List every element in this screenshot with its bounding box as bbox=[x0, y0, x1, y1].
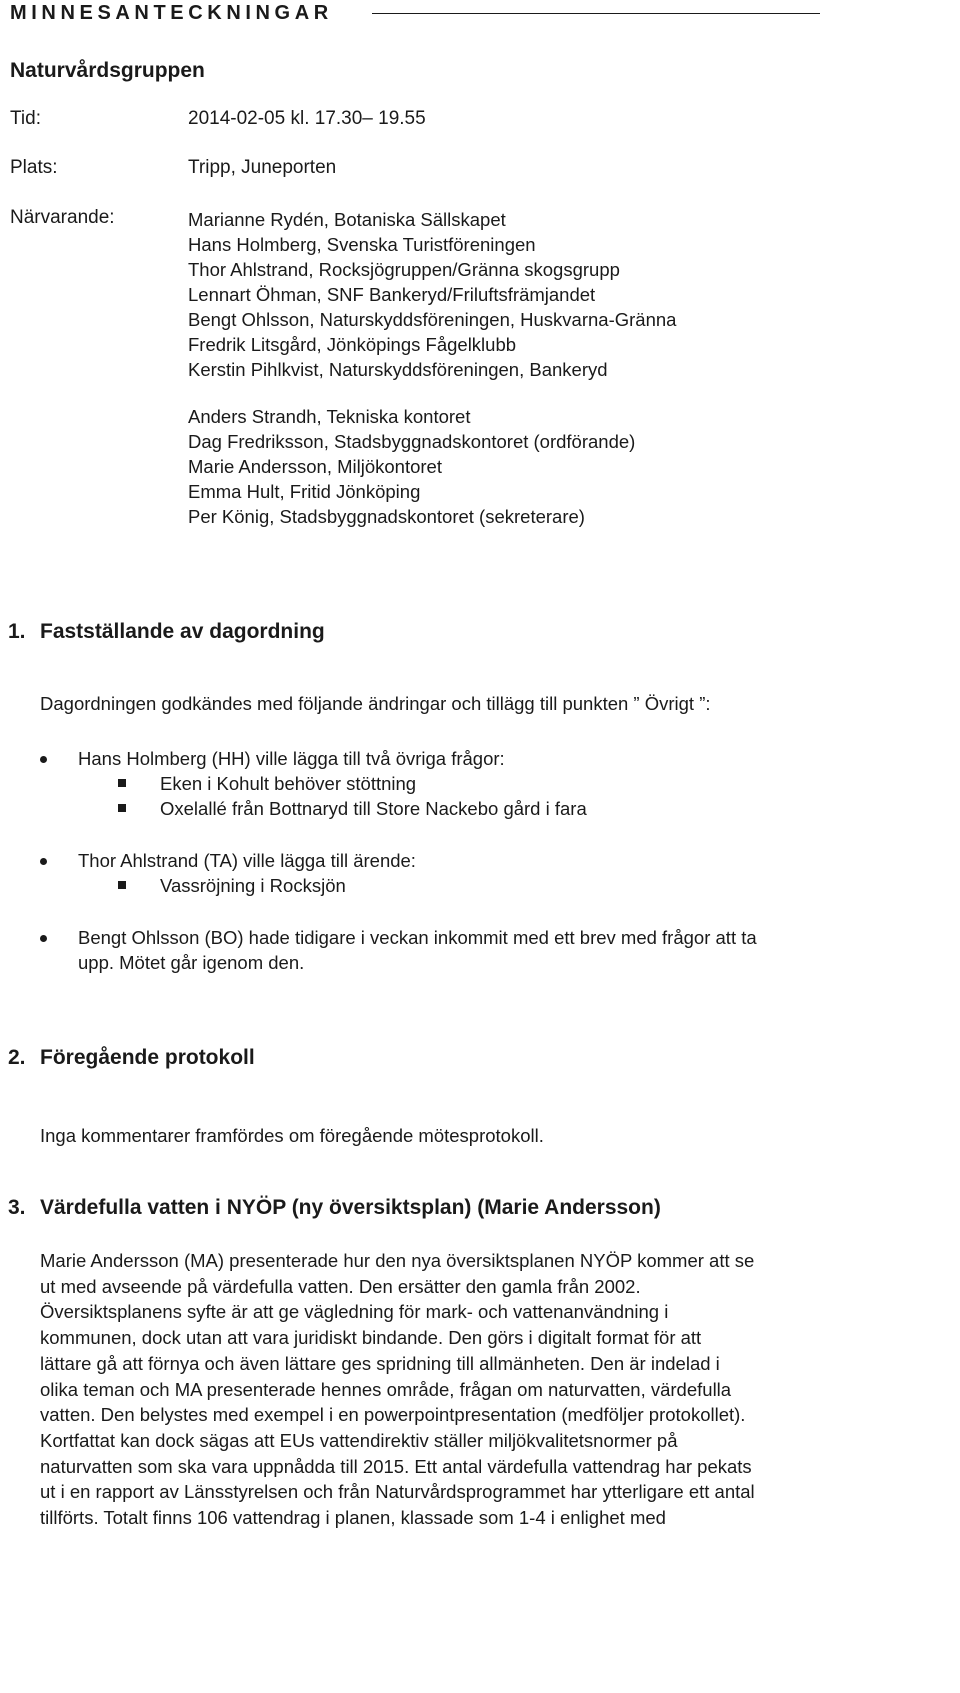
sub-item bbox=[40, 873, 920, 898]
sub-item bbox=[40, 796, 920, 821]
paragraph-line: ut med avseende på värdefulla vatten. Den ersätter den gamla från 2002. bbox=[40, 1275, 641, 1297]
attendee: Fredrik Litsgård, Jönköpings Fågelklubb bbox=[188, 334, 517, 355]
present-label: Närvarande: bbox=[10, 207, 115, 228]
sub-item-text: Vassröjning i Rocksjön bbox=[160, 875, 346, 896]
group-name: Naturvårdsgruppen bbox=[10, 59, 205, 82]
square-bullet-icon bbox=[118, 804, 126, 812]
attendee: Marianne Rydén, Botaniska Sällskapet bbox=[188, 209, 506, 230]
section-title: Föregående protokoll bbox=[40, 1046, 255, 1069]
paragraph-line: vatten. Den belystes med exempel i en powerpointpresentation (medföljer protokollet). bbox=[40, 1404, 746, 1426]
list-item-text: Hans Holmberg (HH) ville lägga till två övriga frågor: bbox=[78, 748, 505, 769]
attendee: Anders Strandh, Tekniska kontoret bbox=[188, 406, 471, 427]
square-bullet-icon bbox=[118, 881, 126, 889]
section-3-body bbox=[40, 1248, 912, 1531]
section-number: 2. bbox=[8, 1046, 26, 1069]
title-rule bbox=[372, 13, 820, 14]
section-3-heading bbox=[8, 1196, 661, 1220]
paragraph-line: Översiktsplanens syfte är att ge vägledning för mark- och vattenanvändning i bbox=[40, 1301, 669, 1323]
paragraph-line: kommunen, dock utan att vara juridiskt bindande. Den görs i digitalt format för att bbox=[40, 1327, 702, 1349]
paragraph-line: Marie Andersson (MA) presenterade hur den nya översiktsplanen NYÖP kommer att se bbox=[40, 1250, 755, 1271]
time-value: 2014-02-05 kl. 17.30– 19.55 bbox=[188, 108, 426, 129]
list-item bbox=[40, 848, 920, 873]
time-label: Tid: bbox=[10, 108, 41, 129]
paragraph-line: lättare gå att förnya och även lättare ges spridning till allmänheten. Den är indelad i bbox=[40, 1352, 720, 1374]
attendee: Bengt Ohlsson, Naturskyddsföreningen, Huskvarna-Gränna bbox=[188, 309, 677, 330]
sub-item-text: Oxelallé från Bottnaryd till Store Nackebo gård i fara bbox=[160, 798, 587, 819]
bullet-icon bbox=[40, 858, 47, 865]
square-bullet-icon bbox=[118, 779, 126, 787]
attendee: Dag Fredriksson, Stadsbyggnadskontoret (ordförande) bbox=[188, 431, 636, 452]
section-1-intro: Dagordningen godkändes med följande ändringar och tillägg till punkten ” Övrigt ”: bbox=[40, 693, 711, 714]
paragraph-line: tillförts. Totalt finns 106 vattendrag i planen, klassade som 1-4 i enlighet med bbox=[40, 1507, 666, 1529]
attendee: Hans Holmberg, Svenska Turistföreningen bbox=[188, 234, 536, 255]
attendee: Emma Hult, Fritid Jönköping bbox=[188, 481, 421, 502]
section-title: Värdefulla vatten i NYÖP (ny översiktsplan) (Marie Andersson) bbox=[40, 1196, 661, 1219]
agenda-changes-list bbox=[40, 746, 920, 975]
paragraph-line: ut i en rapport av Länsstyrelsen och från Naturvårdsprogrammet har ytterligare ett antal bbox=[40, 1481, 755, 1503]
list-item bbox=[40, 746, 920, 771]
list-item-continuation bbox=[40, 950, 920, 975]
section-1-heading bbox=[8, 620, 325, 644]
attendee: Kerstin Pihlkvist, Naturskyddsföreningen, Bankeryd bbox=[188, 359, 608, 380]
section-title: Fastställande av dagordning bbox=[40, 620, 325, 643]
place-label: Plats: bbox=[10, 157, 58, 178]
paragraph-line: naturvatten som ska vara uppnådda till 2015. Ett antal värdefulla vattendrag har pekats bbox=[40, 1455, 752, 1477]
list-item-text: upp. Mötet går igenom den. bbox=[78, 952, 305, 973]
sub-item-text: Eken i Kohult behöver stöttning bbox=[160, 773, 417, 794]
list-item-text: Thor Ahlstrand (TA) ville lägga till ärende: bbox=[78, 850, 416, 871]
list-item-text: Bengt Ohlsson (BO) hade tidigare i veckan inkommit med ett brev med frågor att ta bbox=[78, 927, 757, 948]
paragraph-line: Kortfattat kan dock sägas att EUs vattendirektiv ställer miljökvalitetsnormer på bbox=[40, 1429, 678, 1451]
section-2-text: Inga kommentarer framfördes om föregående mötesprotokoll. bbox=[40, 1125, 544, 1146]
bullet-icon bbox=[40, 756, 47, 763]
paragraph-line: olika teman och MA presenterade hennes område, frågan om naturvatten, värdefulla bbox=[40, 1378, 732, 1400]
attendee: Marie Andersson, Miljökontoret bbox=[188, 456, 442, 477]
attendee: Lennart Öhman, SNF Bankeryd/Friluftsfrämjandet bbox=[188, 284, 596, 305]
section-number: 1. bbox=[8, 620, 26, 643]
bullet-icon bbox=[40, 935, 47, 942]
attendee: Per König, Stadsbyggnadskontoret (sekreterare) bbox=[188, 506, 585, 527]
document-title: MINNESANTECKNINGAR bbox=[10, 2, 333, 24]
section-2-heading bbox=[8, 1046, 255, 1070]
section-number: 3. bbox=[8, 1196, 26, 1219]
attendee: Thor Ahlstrand, Rocksjögruppen/Gränna skogsgrupp bbox=[188, 259, 620, 280]
attendee-list bbox=[188, 207, 676, 529]
place-value: Tripp, Juneporten bbox=[188, 157, 337, 178]
sub-item bbox=[40, 771, 920, 796]
list-item bbox=[40, 925, 920, 950]
